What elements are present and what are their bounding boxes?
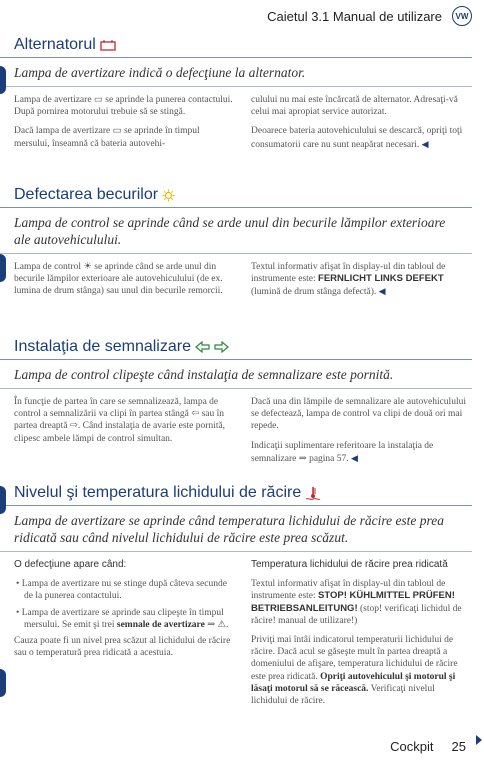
section-marker xyxy=(0,486,6,514)
paragraph: Lampa de control ☀ se aprinde când se arde unul din becurile lămpilor exterioare ale autovehiculului (de ex. lumina de drum stânga) sau unul din becurile remorcii. xyxy=(14,262,223,297)
section-marker xyxy=(0,66,6,94)
section-title: Alternatorul xyxy=(0,36,472,58)
paragraph: Textul informativ afişat în display-ul din tabloul de instrumente este: STOP! KÜHLMITTEL PRÜFEN! BETRIEBSANLEITUNG! (stop! verificaţi lichidul de răcire! manual de utilizare!) xyxy=(251,579,462,626)
section-lead: Lampa de avertizare indică o defecţiune la alternator. xyxy=(0,64,472,87)
paragraph: Priviţi mai întâi indicatorul temperaturii lichidului de răcire. Dacă acul se găseşte mult în partea dreaptă a domeniului de afişare, temperatura lichidului de răcire este prea ridicată. Opriţi autovehiculul şi motorul şi lăsaţi motorul să se răcească. Verificaţi nivelul lichidului de răcire. xyxy=(251,635,458,707)
subheading: Temperatura lichidului de răcire prea ridicată xyxy=(251,559,448,570)
end-mark-icon: ◀ xyxy=(421,138,429,149)
paragraph: Dacă lampa de avertizare ▭ se aprinde în timpul mersului, înseamnă că bateria autovehi- xyxy=(14,126,200,149)
end-mark-icon: ◀ xyxy=(378,286,386,297)
paragraph: Dacă una din lămpile de semnalizare ale autovehiculului se defectează, lampa de control va clipi de două ori mai repede. xyxy=(251,397,466,432)
paragraph: Textul informativ afişat în display-ul din tabloul de instrumente este: FERNLICHT LINKS DEFEKT (lumină de drum stânga defectă). ◀ xyxy=(251,262,446,298)
section-lead: Lampa de avertizare se aprinde când temperatura lichidului de răcire este prea ridicată sau când nivelul lichidului de răcire este prea scăzut. xyxy=(0,512,472,552)
paragraph: culului nu mai este încărcată de alternator. Adresaţi-vă celui mai apropiat service autorizat. xyxy=(251,95,458,118)
page-number: 25 xyxy=(451,739,466,754)
section-lead: Lampa de control clipeşte când instalaţia de semnalizare este pornită. xyxy=(0,366,472,389)
section-bulbs xyxy=(0,186,484,306)
paragraph: În funcţie de partea în care se semnalizează, lampa de control a semnalizării va clipi în partea stângă ⇦ sau în partea dreaptă ⇨. Când instalaţia de avarie este pornită, clipesc ambele lămpi de control simultan. xyxy=(14,397,226,444)
section-title: Nivelul şi temperatura lichidului de răcire xyxy=(0,484,472,506)
paragraph: Indicaţii suplimentare referitoare la instalaţia de semnalizare ⇒ pagina 57. ◀ xyxy=(251,440,434,464)
section-lead: Lampa de control se aprinde când se arde unul din becurile lămpilor exterioare ale autovehiculului. xyxy=(0,214,472,254)
coolant-temperature-icon xyxy=(305,486,321,500)
end-mark-icon: ◀ xyxy=(351,452,358,463)
section-signal xyxy=(0,338,484,472)
section-marker xyxy=(0,669,6,697)
battery-icon xyxy=(100,40,116,51)
bulb-icon xyxy=(162,189,175,202)
section-title: Instalaţia de semnalizare xyxy=(0,338,472,360)
section-coolant xyxy=(0,484,484,714)
subheading: O defecţiune apare când: xyxy=(14,559,127,570)
chapter-title: Caietul 3.1 Manual de utilizare xyxy=(267,8,442,24)
paragraph: Cauza poate fi un nivel prea scăzut al lichidului de răcire sau o temperatură prea ridicată a acestuia. xyxy=(14,636,231,659)
page-header xyxy=(267,6,472,26)
paragraph: Deoarece bateria autovehiculului se descarcă, opriţi toţi consumatorii care nu sunt neapărat necesari. ◀ xyxy=(251,126,463,150)
page-footer xyxy=(390,739,466,754)
section-alternator xyxy=(0,36,484,158)
vw-logo-icon: VW xyxy=(452,6,472,26)
continue-arrow-icon xyxy=(476,735,482,745)
section-marker xyxy=(0,254,6,282)
list-item: • Lampa de avertizare se aprinde sau clipeşte în timpul mersului. Se emit şi trei semnale de avertizare ⇒ ⚠. xyxy=(16,607,229,630)
turn-signal-icon xyxy=(195,341,229,353)
section-title: Defectarea becurilor xyxy=(0,186,472,208)
paragraph: Lampa de avertizare ▭ se aprinde la punerea contactului. După pornirea motorului trebuie să se stingă. xyxy=(14,95,233,118)
footer-section: Cockpit xyxy=(390,739,434,754)
list-item: • Lampa de avertizare nu se stinge după câteva secunde de la punerea contactului. xyxy=(16,579,227,602)
